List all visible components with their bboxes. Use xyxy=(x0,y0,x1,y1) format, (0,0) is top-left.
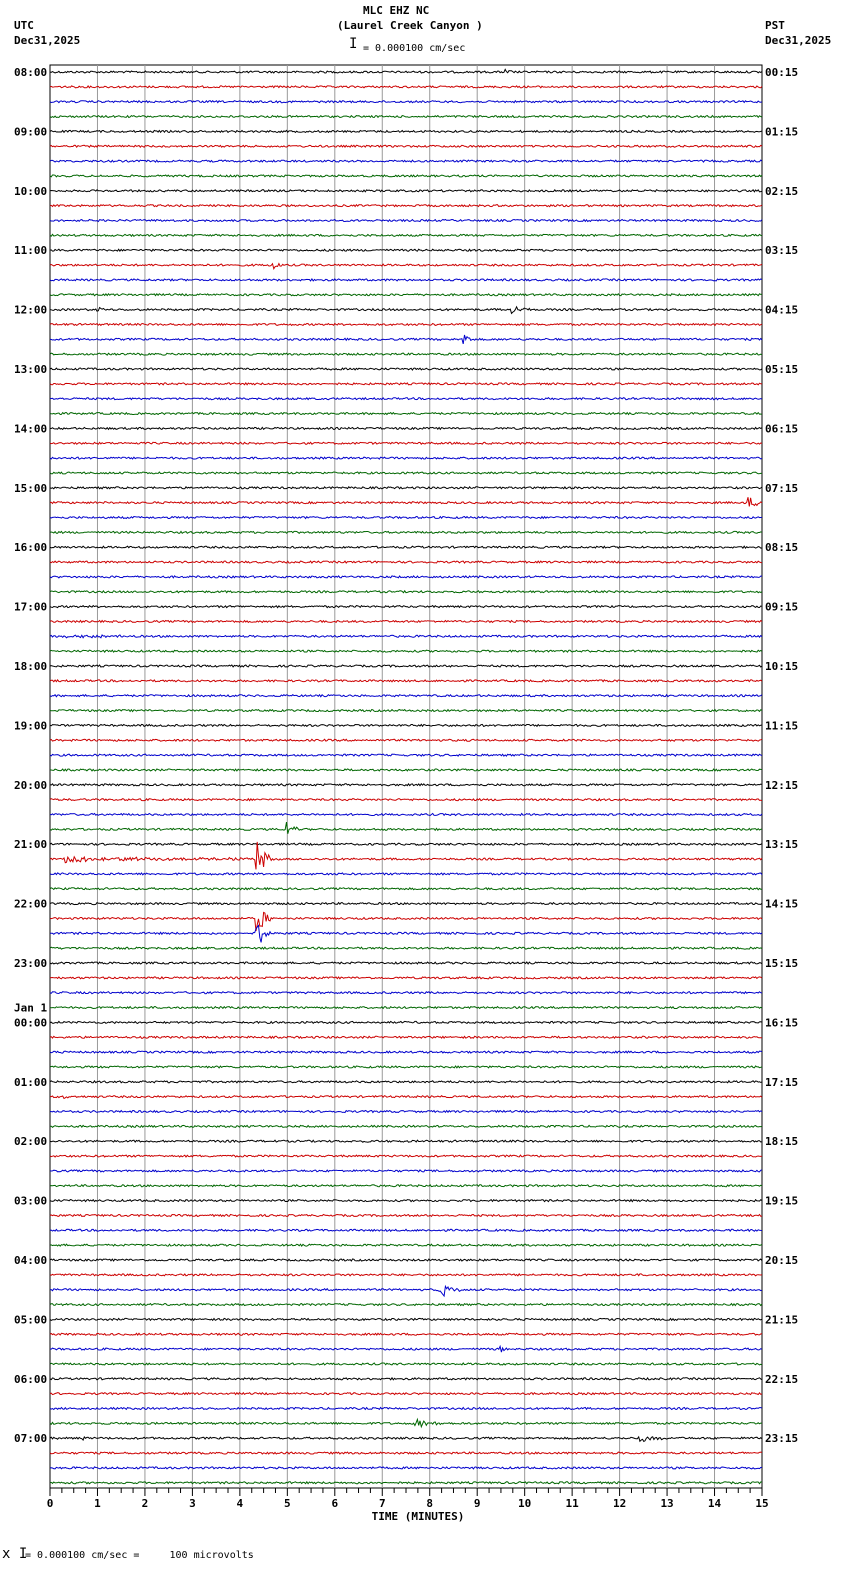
x-tick-label: 4 xyxy=(236,1497,244,1510)
x-axis-label: TIME (MINUTES) xyxy=(371,1510,465,1523)
trace-row-49 xyxy=(50,799,762,801)
utc-hour-label: 04:00 xyxy=(14,1254,48,1267)
utc-hour-label: 03:00 xyxy=(14,1194,48,1208)
x-tick-label: 1 xyxy=(94,1497,101,1510)
utc-hour-label: 06:00 xyxy=(14,1372,48,1386)
trace-row-65 xyxy=(50,1036,762,1038)
trace-row-63 xyxy=(50,1007,762,1009)
trace-row-17 xyxy=(50,324,762,326)
trace-row-18 xyxy=(50,335,762,344)
pst-hour-label: 12:15 xyxy=(765,778,799,792)
trace-row-22 xyxy=(50,398,762,400)
trace-row-47 xyxy=(50,769,762,771)
utc-hour-label: 00:00 xyxy=(14,1016,48,1030)
trace-row-81 xyxy=(50,1274,762,1276)
station-location: (Laurel Creek Canyon ) xyxy=(337,19,483,32)
trace-row-51 xyxy=(50,822,762,834)
trace-row-12 xyxy=(50,249,762,251)
scale-label: = 0.000100 cm/sec xyxy=(363,43,466,54)
trace-row-14 xyxy=(50,279,762,281)
trace-row-94 xyxy=(50,1467,762,1469)
pst-hour-label: 21:15 xyxy=(765,1313,799,1327)
trace-row-44 xyxy=(50,724,762,726)
pst-hour-label: 02:15 xyxy=(765,184,799,198)
trace-row-9 xyxy=(50,205,762,207)
trace-row-92 xyxy=(50,1437,762,1442)
pst-hour-label: 10:15 xyxy=(765,660,799,673)
utc-hour-label: 19:00 xyxy=(14,719,48,733)
trace-row-93 xyxy=(50,1452,762,1454)
pst-label: PST xyxy=(765,19,785,32)
x-tick-label: 10 xyxy=(518,1497,532,1510)
trace-row-59 xyxy=(50,947,762,949)
trace-row-88 xyxy=(50,1378,762,1380)
pst-hour-label: 18:15 xyxy=(765,1135,799,1149)
utc-hour-label: 12:00 xyxy=(14,303,48,317)
trace-row-67 xyxy=(50,1066,762,1068)
trace-row-23 xyxy=(50,413,762,415)
x-tick-label: 7 xyxy=(378,1497,386,1510)
trace-row-24 xyxy=(50,427,762,429)
pst-hour-label: 22:15 xyxy=(765,1372,799,1386)
trace-row-35 xyxy=(50,591,762,593)
trace-row-74 xyxy=(50,1170,762,1172)
trace-row-78 xyxy=(50,1229,762,1231)
trace-row-3 xyxy=(50,116,762,118)
trace-row-39 xyxy=(50,650,762,652)
trace-row-19 xyxy=(50,353,762,355)
utc-date: Dec31,2025 xyxy=(14,34,81,47)
pst-hour-label: 17:15 xyxy=(765,1075,799,1089)
station-title: MLC EHZ NC xyxy=(363,4,430,17)
trace-row-8 xyxy=(50,190,762,192)
utc-hour-label: 18:00 xyxy=(14,660,48,673)
trace-row-91 xyxy=(50,1419,762,1426)
pst-hour-label: 16:15 xyxy=(765,1016,799,1030)
trace-row-62 xyxy=(50,992,762,994)
trace-row-86 xyxy=(50,1346,762,1352)
trace-row-0 xyxy=(50,69,762,73)
utc-hour-label: 23:00 xyxy=(14,957,48,970)
pst-hour-label: 06:15 xyxy=(765,422,799,436)
trace-row-90 xyxy=(50,1408,762,1410)
trace-row-20 xyxy=(50,368,762,370)
trace-row-45 xyxy=(50,739,762,741)
trace-row-10 xyxy=(50,220,762,222)
trace-row-29 xyxy=(50,497,762,506)
trace-row-70 xyxy=(50,1111,762,1113)
trace-row-58 xyxy=(50,926,762,943)
trace-row-77 xyxy=(50,1215,762,1217)
trace-row-27 xyxy=(50,472,762,474)
trace-row-31 xyxy=(50,531,762,533)
trace-row-71 xyxy=(50,1125,762,1127)
utc-hour-label: 11:00 xyxy=(14,244,48,258)
pst-hour-label: 04:15 xyxy=(765,303,799,317)
trace-row-95 xyxy=(50,1482,762,1484)
utc-hour-label: 21:00 xyxy=(14,838,48,852)
trace-row-25 xyxy=(50,442,762,444)
utc-hour-label: 01:00 xyxy=(14,1075,48,1089)
trace-row-75 xyxy=(50,1185,762,1187)
pst-hour-label: 20:15 xyxy=(765,1254,799,1267)
trace-row-53 xyxy=(50,842,762,870)
utc-hour-label: 05:00 xyxy=(14,1313,48,1327)
x-tick-label: 2 xyxy=(141,1497,149,1510)
utc-hour-label: 20:00 xyxy=(14,778,48,792)
trace-row-37 xyxy=(50,621,762,623)
utc-hour-label: 08:00 xyxy=(14,66,48,79)
trace-row-16 xyxy=(50,307,762,314)
pst-hour-label: 00:15 xyxy=(765,66,799,79)
pst-hour-label: 13:15 xyxy=(765,838,799,852)
x-tick-label: 14 xyxy=(707,1497,722,1510)
trace-row-38 xyxy=(50,635,762,638)
utc-hour-label: 10:00 xyxy=(14,184,48,198)
trace-row-82 xyxy=(50,1286,762,1296)
pst-hour-label: 11:15 xyxy=(765,719,799,733)
utc-label: UTC xyxy=(14,19,34,32)
trace-row-48 xyxy=(50,784,762,786)
x-tick-label: 12 xyxy=(612,1497,627,1510)
trace-row-83 xyxy=(50,1304,762,1306)
x-tick-label: 5 xyxy=(284,1497,291,1510)
trace-row-52 xyxy=(50,843,762,845)
trace-row-28 xyxy=(50,487,762,489)
trace-row-4 xyxy=(50,130,762,132)
trace-layer xyxy=(50,69,762,1483)
trace-row-76 xyxy=(50,1200,762,1202)
trace-row-36 xyxy=(50,606,762,608)
trace-row-2 xyxy=(50,101,762,103)
pst-hour-label: 14:15 xyxy=(765,897,799,911)
trace-row-80 xyxy=(50,1259,762,1261)
trace-row-69 xyxy=(50,1096,762,1099)
utc-hour-label: 15:00 xyxy=(14,481,48,495)
scale-bar-icon: I xyxy=(349,36,358,52)
trace-row-73 xyxy=(50,1155,762,1157)
trace-row-42 xyxy=(50,695,762,697)
trace-row-13 xyxy=(50,264,762,269)
trace-row-55 xyxy=(50,888,762,890)
pst-hour-label: 07:15 xyxy=(765,481,799,495)
pst-hour-label: 19:15 xyxy=(765,1194,799,1208)
pst-date: Dec31,2025 xyxy=(765,34,832,47)
trace-row-66 xyxy=(50,1051,762,1053)
trace-row-85 xyxy=(50,1333,762,1335)
trace-row-46 xyxy=(50,754,762,756)
trace-row-79 xyxy=(50,1244,762,1246)
trace-row-54 xyxy=(50,873,762,875)
trace-row-57 xyxy=(50,912,762,931)
utc-hour-label: 14:00 xyxy=(14,422,48,436)
trace-row-41 xyxy=(50,680,762,682)
trace-row-68 xyxy=(50,1081,762,1083)
utc-hour-label: 13:00 xyxy=(14,363,48,376)
pst-hour-label: 09:15 xyxy=(765,600,799,614)
trace-row-15 xyxy=(50,294,762,296)
x-tick-label: 8 xyxy=(426,1497,434,1510)
trace-row-64 xyxy=(50,1021,762,1023)
pst-hour-label: 01:15 xyxy=(765,125,799,139)
trace-row-61 xyxy=(50,977,762,979)
trace-row-87 xyxy=(50,1363,762,1365)
trace-row-89 xyxy=(50,1393,762,1395)
trace-row-11 xyxy=(50,234,762,236)
pst-hour-label: 05:15 xyxy=(765,363,799,376)
trace-row-21 xyxy=(50,383,762,385)
x-tick-label: 13 xyxy=(660,1497,674,1510)
trace-row-30 xyxy=(50,517,762,519)
pst-hour-label: 23:15 xyxy=(765,1432,799,1446)
x-axis xyxy=(47,1488,769,1523)
trace-row-26 xyxy=(50,457,762,459)
x-tick-label: 3 xyxy=(189,1497,196,1510)
footer-scale-icon: x I xyxy=(2,1546,28,1562)
x-tick-label: 11 xyxy=(565,1497,579,1510)
trace-row-50 xyxy=(50,814,762,816)
trace-row-84 xyxy=(50,1318,762,1320)
trace-row-34 xyxy=(50,576,762,578)
x-tick-label: 15 xyxy=(755,1497,769,1510)
footer-scale-note: = 0.000100 cm/sec = 100 microvolts xyxy=(25,1550,254,1561)
trace-row-72 xyxy=(50,1140,762,1142)
utc-hour-label: 16:00 xyxy=(14,541,48,555)
trace-row-40 xyxy=(50,665,762,667)
pst-hour-label: 08:15 xyxy=(765,541,799,555)
utc-day-label: Jan 1 xyxy=(14,1001,48,1015)
trace-row-60 xyxy=(50,962,762,964)
x-tick-label: 9 xyxy=(473,1497,481,1510)
trace-row-56 xyxy=(50,903,762,905)
utc-hour-label: 09:00 xyxy=(14,125,48,139)
utc-hour-label: 17:00 xyxy=(14,600,48,614)
x-tick-label: 6 xyxy=(331,1497,339,1510)
trace-row-33 xyxy=(50,561,762,563)
x-tick-label: 0 xyxy=(46,1497,54,1510)
pst-hour-label: 15:15 xyxy=(765,957,799,970)
trace-row-7 xyxy=(50,175,762,177)
trace-row-5 xyxy=(50,145,762,147)
trace-row-43 xyxy=(50,710,762,712)
utc-hour-label: 07:00 xyxy=(14,1432,48,1446)
trace-row-32 xyxy=(50,546,762,548)
utc-hour-label: 22:00 xyxy=(14,897,48,911)
trace-row-6 xyxy=(50,160,762,162)
trace-row-1 xyxy=(50,86,762,88)
pst-hour-label: 03:15 xyxy=(765,244,799,258)
utc-hour-label: 02:00 xyxy=(14,1135,48,1149)
